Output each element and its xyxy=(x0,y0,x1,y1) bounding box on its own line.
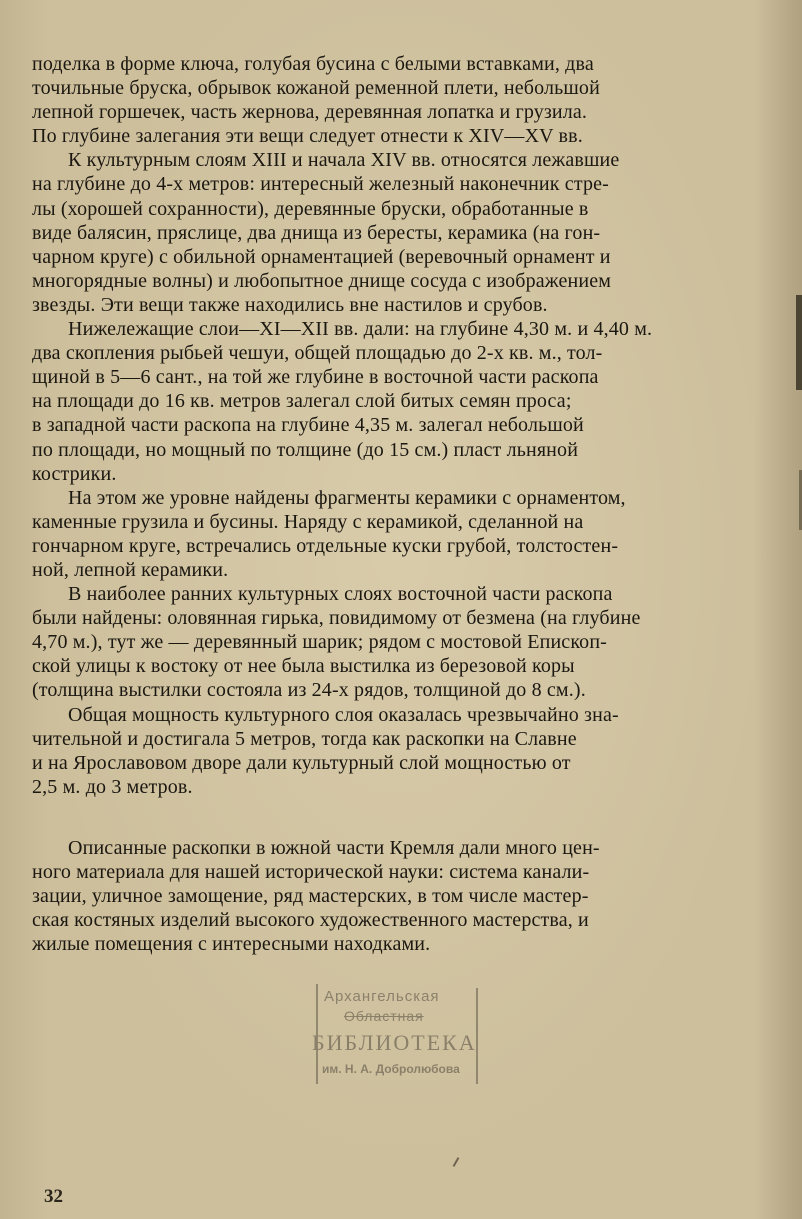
paragraph-gap xyxy=(32,799,762,836)
text-line: 4,70 м.), тут же — деревянный шарик; рядом с мостовой Епископ- xyxy=(32,631,607,654)
text-line: ного материала для нашей исторической науки: система канали- xyxy=(32,861,590,883)
text-line: ной, лепной керамики. xyxy=(32,558,229,581)
text-line: К культурным слоям XIII и начала XIV вв. относятся лежавшие xyxy=(68,149,620,172)
library-stamp xyxy=(308,978,484,1096)
text-line: чительной и достигала 5 метров, тогда как раскопки на Славне xyxy=(32,727,577,750)
text-line: (толщина выстилки состояла из 24-х рядов, толщиной до 8 см.). xyxy=(32,679,586,702)
text-line: В наиболее ранних культурных слоях восточной части раскопа xyxy=(68,583,613,606)
closing-paragraph xyxy=(32,836,762,956)
text-line: Нижележащие слои—XI—XII вв. дали: на глубине 4,30 м. и 4,40 м. xyxy=(68,318,653,341)
text-line: гончарном круге, встречались отдельные куски грубой, толстостен- xyxy=(32,534,619,557)
text-line: На этом же уровне найдены фрагменты керамики с орнаментом, xyxy=(68,486,626,509)
text-line: звезды. Эти вещи также находились вне настилов и срубов. xyxy=(32,293,548,316)
text-line: на площади до 16 кв. метров залегал слой битых семян проса; xyxy=(32,390,572,413)
stamp-dedication-text: им. Н. А. Добролюбова xyxy=(322,1062,460,1076)
text-line: каменные грузила и бусины. Наряду с керамикой, сделанной на xyxy=(32,510,584,533)
text-line: чарном круге) с обильной орнаментацией (веревочный орнамент и xyxy=(32,245,611,268)
stamp-oblast-text: Областная xyxy=(344,1008,424,1024)
text-line: жилые помещения с интересными находками. xyxy=(32,933,431,956)
text-line: по площади, но мощный по толщине (до 15 см.) пласт льняной xyxy=(32,438,579,461)
main-paragraphs xyxy=(32,52,762,799)
text-line: Описанные раскопки в южной части Кремля дали много цен- xyxy=(68,836,600,859)
stamp-library-text: БИБЛИОТЕКА xyxy=(312,1030,477,1055)
text-line: поделка в форме ключа, голубая бусина с белыми вставками, два xyxy=(32,53,594,75)
text-line: виде балясин, пряслице, два днища из бересты, керамика (на гон- xyxy=(32,221,601,244)
text-line: ская костяных изделий высокого художественного мастерства, и xyxy=(32,909,589,932)
text-line: были найдены: оловянная гирька, повидимому от безмена (на глубине xyxy=(32,607,641,630)
text-line: два скопления рыбьей чешуи, общей площадью до 2-х кв. м., тол- xyxy=(32,342,603,365)
text-line: лепной горшечек, часть жернова, деревянная лопатка и грузила. xyxy=(32,101,588,124)
text-line: точильные бруска, обрывок кожаной ременной плети, небольшой xyxy=(32,77,600,100)
text-line: на глубине до 4-х метров: интересный железный наконечник стре- xyxy=(32,173,609,196)
text-line: кострики. xyxy=(32,462,117,485)
text-line: Общая мощность культурного слоя оказалась чрезвычайно зна- xyxy=(68,703,619,726)
text-line: зации, уличное замощение, ряд мастерских, в том числе мастер- xyxy=(32,885,589,908)
stamp-region-text: Архангельская xyxy=(324,988,440,1005)
print-mark xyxy=(453,1157,460,1167)
text-line: и на Ярославовом дворе дали культурный слой мощностью от xyxy=(32,751,571,774)
page-edge-shadow xyxy=(796,295,802,390)
text-line: в западной части раскопа на глубине 4,35 м. залегал небольшой xyxy=(32,414,584,437)
body-text xyxy=(32,52,762,956)
text-line: многорядные волны) и любопытное днище сосуда с изображением xyxy=(32,269,612,292)
text-line: щиной в 5—6 сант., на той же глубине в восточной части раскопа xyxy=(32,366,599,389)
page-number: 32 xyxy=(44,1186,63,1207)
text-line: лы (хорошей сохранности), деревянные бруски, обработанные в xyxy=(32,197,589,220)
text-line: По глубине залегания эти вещи следует отнести к XIV—XV вв. xyxy=(32,125,583,148)
text-line: 2,5 м. до 3 метров. xyxy=(32,775,193,798)
text-line: ской улицы к востоку от нее была выстилка из березовой коры xyxy=(32,655,575,678)
